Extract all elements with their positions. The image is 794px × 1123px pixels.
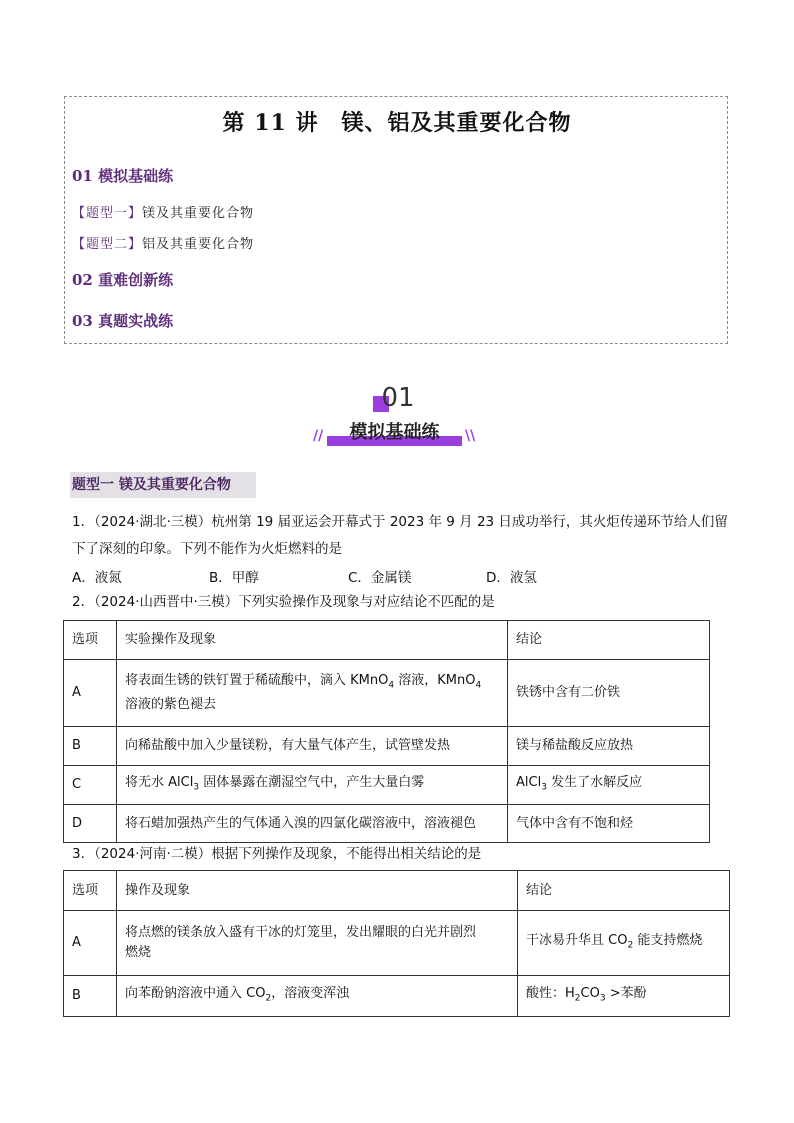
table-header-cell: 结论	[508, 621, 710, 660]
section-banner	[327, 418, 462, 446]
table-cell-operation: 将石蜡加强热产生的气体通入溴的四氯化碳溶液中，溶液褪色	[117, 805, 508, 843]
q1-option-d[interactable]: D．液氢	[486, 570, 537, 586]
table-row	[64, 805, 710, 843]
toc-item-type-1[interactable]	[72, 202, 254, 221]
table-header-row	[64, 621, 710, 660]
table-row	[64, 727, 710, 766]
toc-section-2[interactable]: 02 重难创新练	[72, 271, 174, 289]
q1-option-c[interactable]: C．金属镁	[348, 570, 412, 586]
table-header-cell: 选项	[64, 621, 117, 660]
toc-bracket: 【题型一】	[72, 206, 143, 221]
table-cell-operation: 将无水 AlCl$_3$ 固体暴露在潮湿空气中，产生大量白雾	[117, 766, 508, 805]
q1-stem-line2: 下了深刻的印象。下列不能作为火炬燃料的是	[72, 541, 342, 557]
question-type-heading: 题型一 镁及其重要化合物	[70, 472, 256, 498]
table-row	[64, 976, 730, 1017]
table-header-cell: 结论	[518, 871, 730, 911]
table-cell-operation: 将表面生锈的铁钉置于稀硫酸中，滴入 KMnO$_4$ 溶液，KMnO$_4$ 溶液的紫色褪去	[117, 660, 508, 727]
table-cell-option: D	[64, 805, 117, 843]
table-cell-conclusion: 铁锈中含有二价铁	[508, 660, 710, 727]
toc-item-type-2[interactable]	[72, 233, 254, 252]
table-row	[64, 911, 730, 976]
table-cell-conclusion: 镁与稀盐酸反应放热	[508, 727, 710, 766]
toc-item-label: 铝及其重要化合物	[142, 237, 255, 252]
table-cell-option: C	[64, 766, 117, 805]
q1-stem-line1: 1．（2024·湖北·三模）杭州第 19 届亚运会开幕式于 2023 年 9 月 23 日成功举行，其火炬传递环节给人们留	[72, 514, 728, 530]
table-cell-conclusion: 酸性：$H_2CO_3$ >苯酚	[518, 976, 730, 1017]
toc-section-3[interactable]: 03 真题实战练	[72, 312, 174, 330]
slash-decoration-right: \\	[465, 428, 476, 444]
q3-stem: 3．（2024·河南·二模）根据下列操作及现象，不能得出相关结论的是	[72, 846, 482, 862]
q2-stem: 2．（2024·山西晋中·三模）下列实验操作及现象与对应结论不匹配的是	[72, 594, 495, 610]
q2-table	[63, 620, 710, 843]
table-header-cell: 实验操作及现象	[117, 621, 508, 660]
page-title: 第 11 讲 镁、铝及其重要化合物	[222, 110, 572, 136]
toc-item-label: 镁及其重要化合物	[142, 206, 255, 221]
toc-bracket: 【题型二】	[72, 237, 143, 252]
table-row	[64, 766, 710, 805]
table-cell-option: A	[64, 911, 117, 976]
table-cell-conclusion: 气体中含有不饱和烃	[508, 805, 710, 843]
table-cell-option: B	[64, 727, 117, 766]
table-cell-conclusion: 干冰易升华且 $CO_2$ 能支持燃烧	[518, 911, 730, 976]
q1-option-a[interactable]: A．液氮	[72, 570, 122, 586]
q1-option-b[interactable]: B．甲醇	[209, 570, 259, 586]
table-row	[64, 660, 710, 727]
table-cell-conclusion: AlCl$_3$ 发生了水解反应	[508, 766, 710, 805]
table-header-row	[64, 871, 730, 911]
table-header-cell: 操作及现象	[117, 871, 518, 911]
table-cell-option: B	[64, 976, 117, 1017]
toc-section-1[interactable]: 01 模拟基础练	[72, 167, 174, 185]
slash-decoration-left: //	[313, 428, 324, 444]
table-cell-operation: 向苯酚钠溶液中通入 $CO_2$，溶液变浑浊	[117, 976, 518, 1017]
table-cell-operation: 向稀盐酸中加入少量镁粉，有大量气体产生，试管壁发热	[117, 727, 508, 766]
section-label: 模拟基础练	[349, 422, 440, 443]
table-cell-operation: 将点燃的镁条放入盛有干冰的灯笼里，发出耀眼的白光并剧烈 燃烧	[117, 911, 518, 976]
table-cell-option: A	[64, 660, 117, 727]
section-number: 01	[373, 383, 423, 413]
table-header-cell: 选项	[64, 871, 117, 911]
q3-table	[63, 870, 730, 1017]
